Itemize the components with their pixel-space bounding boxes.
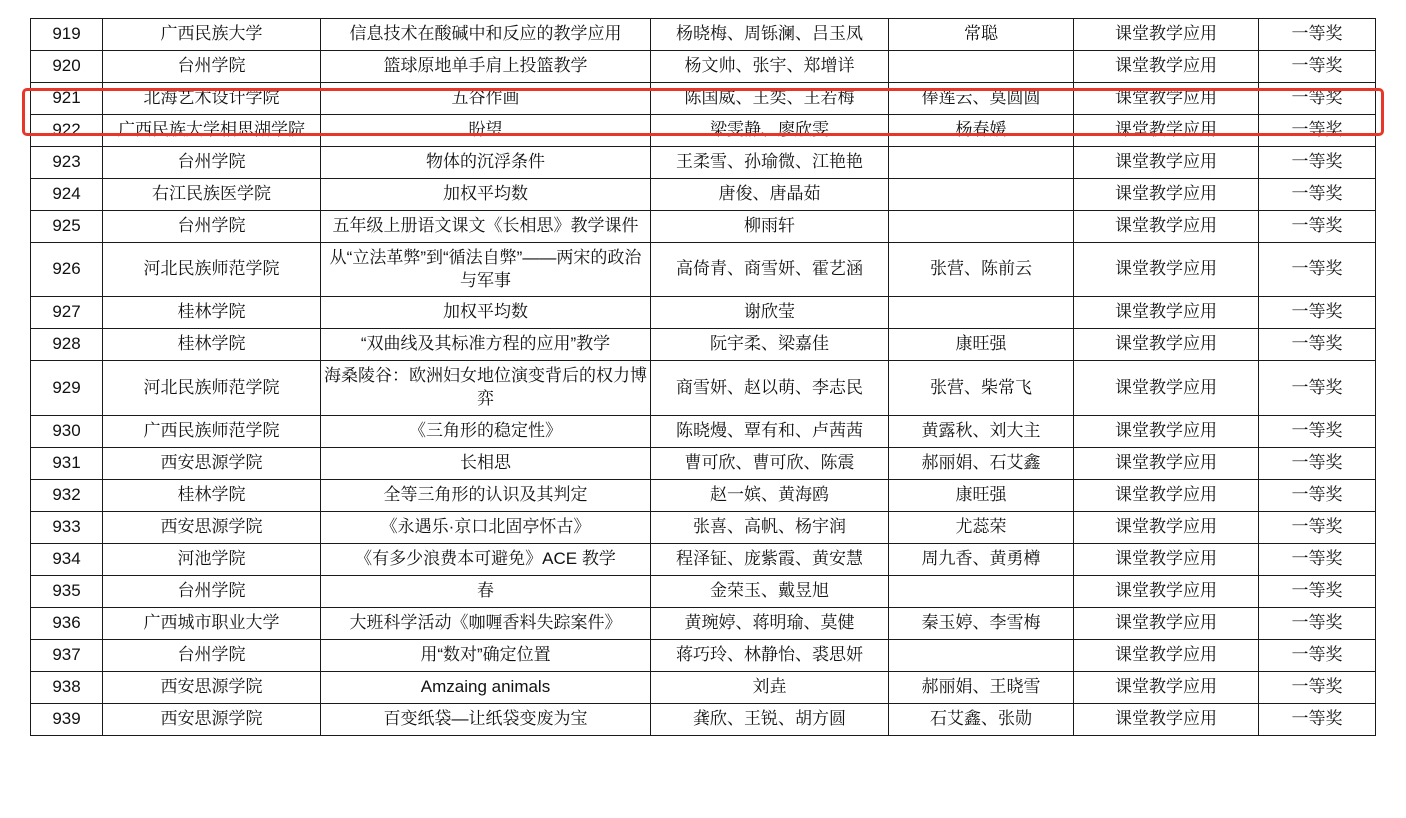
cell-guides: 郝丽娟、王晓雪	[889, 671, 1074, 703]
cell-category: 课堂教学应用	[1074, 703, 1259, 735]
cell-category: 课堂教学应用	[1074, 82, 1259, 114]
cell-authors: 唐俊、唐晶茹	[651, 178, 889, 210]
table-row	[31, 114, 1376, 146]
table-row	[31, 639, 1376, 671]
cell-authors: 梁雯静、廖欣雯	[651, 114, 889, 146]
cell-authors: 王柔雪、孙瑜微、江艳艳	[651, 146, 889, 178]
table-row	[31, 575, 1376, 607]
cell-school: 河北民族师范学院	[103, 361, 321, 416]
cell-school: 广西城市职业大学	[103, 607, 321, 639]
cell-category: 课堂教学应用	[1074, 329, 1259, 361]
table-row	[31, 146, 1376, 178]
cell-award: 一等奖	[1259, 178, 1376, 210]
cell-no: 928	[31, 329, 103, 361]
cell-guides: 杨春媛	[889, 114, 1074, 146]
cell-school: 北海艺术设计学院	[103, 82, 321, 114]
table-row-highlighted	[31, 82, 1376, 114]
cell-award: 一等奖	[1259, 512, 1376, 544]
table-row	[31, 297, 1376, 329]
cell-category: 课堂教学应用	[1074, 210, 1259, 242]
cell-authors: 杨文帅、张宇、郑增详	[651, 50, 889, 82]
cell-title: 海桑陵谷：欧洲妇女地位演变背后的权力博弈	[321, 361, 651, 416]
cell-school: 西安思源学院	[103, 671, 321, 703]
cell-guides: 黄露秋、刘大主	[889, 416, 1074, 448]
cell-guides	[889, 50, 1074, 82]
cell-authors: 阮宇柔、梁嘉佳	[651, 329, 889, 361]
cell-category: 课堂教学应用	[1074, 448, 1259, 480]
cell-title: 春	[321, 575, 651, 607]
cell-title: 篮球原地单手肩上投篮教学	[321, 50, 651, 82]
cell-category: 课堂教学应用	[1074, 480, 1259, 512]
cell-award: 一等奖	[1259, 114, 1376, 146]
table-row	[31, 512, 1376, 544]
cell-no: 935	[31, 575, 103, 607]
cell-category: 课堂教学应用	[1074, 671, 1259, 703]
cell-category: 课堂教学应用	[1074, 242, 1259, 297]
cell-award: 一等奖	[1259, 703, 1376, 735]
cell-title: 五谷作画	[321, 82, 651, 114]
cell-no: 921	[31, 82, 103, 114]
cell-guides	[889, 210, 1074, 242]
cell-no: 938	[31, 671, 103, 703]
cell-school: 台州学院	[103, 210, 321, 242]
cell-no: 936	[31, 607, 103, 639]
cell-authors: 蒋巧玲、林静怡、裘思妍	[651, 639, 889, 671]
cell-school: 西安思源学院	[103, 512, 321, 544]
cell-title: 加权平均数	[321, 297, 651, 329]
cell-award: 一等奖	[1259, 19, 1376, 51]
table-row	[31, 19, 1376, 51]
cell-no: 932	[31, 480, 103, 512]
table-row	[31, 416, 1376, 448]
cell-title: 大班科学活动《咖喱香料失踪案件》	[321, 607, 651, 639]
cell-guides: 秦玉婷、李雪梅	[889, 607, 1074, 639]
cell-category: 课堂教学应用	[1074, 543, 1259, 575]
cell-authors: 赵一嫔、黄海鸥	[651, 480, 889, 512]
cell-no: 931	[31, 448, 103, 480]
cell-authors: 张喜、高帆、杨宇润	[651, 512, 889, 544]
cell-award: 一等奖	[1259, 448, 1376, 480]
cell-guides: 常聪	[889, 19, 1074, 51]
table-row	[31, 242, 1376, 297]
cell-school: 西安思源学院	[103, 703, 321, 735]
cell-school: 桂林学院	[103, 329, 321, 361]
cell-title: 全等三角形的认识及其判定	[321, 480, 651, 512]
cell-no: 933	[31, 512, 103, 544]
cell-guides: 郝丽娟、石艾鑫	[889, 448, 1074, 480]
cell-authors: 高倚青、商雪妍、霍艺涵	[651, 242, 889, 297]
cell-guides: 周九香、黄勇樽	[889, 543, 1074, 575]
cell-category: 课堂教学应用	[1074, 607, 1259, 639]
cell-title: 长相思	[321, 448, 651, 480]
award-table-body	[31, 19, 1376, 736]
cell-authors: 金荣玉、戴昱旭	[651, 575, 889, 607]
cell-award: 一等奖	[1259, 639, 1376, 671]
table-row	[31, 361, 1376, 416]
cell-guides	[889, 639, 1074, 671]
cell-school: 桂林学院	[103, 480, 321, 512]
cell-category: 课堂教学应用	[1074, 146, 1259, 178]
cell-category: 课堂教学应用	[1074, 114, 1259, 146]
cell-award: 一等奖	[1259, 297, 1376, 329]
cell-award: 一等奖	[1259, 416, 1376, 448]
cell-title: 《有多少浪费本可避免》ACE 教学	[321, 543, 651, 575]
cell-title: 《永遇乐·京口北固亭怀古》	[321, 512, 651, 544]
cell-award: 一等奖	[1259, 329, 1376, 361]
cell-guides	[889, 575, 1074, 607]
cell-no: 919	[31, 19, 103, 51]
cell-title: 加权平均数	[321, 178, 651, 210]
cell-authors: 陈国威、王奕、王若梅	[651, 82, 889, 114]
cell-award: 一等奖	[1259, 361, 1376, 416]
cell-guides: 康旺强	[889, 480, 1074, 512]
cell-no: 923	[31, 146, 103, 178]
table-row	[31, 671, 1376, 703]
table-row	[31, 178, 1376, 210]
cell-no: 939	[31, 703, 103, 735]
cell-school: 台州学院	[103, 639, 321, 671]
cell-title: 物体的沉浮条件	[321, 146, 651, 178]
cell-award: 一等奖	[1259, 242, 1376, 297]
cell-guides: 张营、柴常飞	[889, 361, 1074, 416]
cell-title: 百变纸袋—让纸袋变废为宝	[321, 703, 651, 735]
cell-authors: 谢欣莹	[651, 297, 889, 329]
table-row	[31, 448, 1376, 480]
cell-school: 桂林学院	[103, 297, 321, 329]
cell-school: 台州学院	[103, 575, 321, 607]
cell-authors: 商雪妍、赵以萌、李志民	[651, 361, 889, 416]
cell-school: 右江民族医学院	[103, 178, 321, 210]
cell-authors: 杨晓梅、周铄澜、吕玉凤	[651, 19, 889, 51]
cell-award: 一等奖	[1259, 146, 1376, 178]
cell-category: 课堂教学应用	[1074, 639, 1259, 671]
cell-guides: 尤蕊荣	[889, 512, 1074, 544]
cell-authors: 曹可欣、曹可欣、陈震	[651, 448, 889, 480]
cell-award: 一等奖	[1259, 575, 1376, 607]
cell-no: 927	[31, 297, 103, 329]
cell-authors: 黄琬婷、蒋明瑜、莫健	[651, 607, 889, 639]
cell-school: 广西民族师范学院	[103, 416, 321, 448]
cell-title: 信息技术在酸碱中和反应的教学应用	[321, 19, 651, 51]
cell-authors: 程泽钲、庞紫霞、黄安慧	[651, 543, 889, 575]
cell-title: 从“立法革弊”到“循法自弊”——两宋的政治与军事	[321, 242, 651, 297]
cell-title: 五年级上册语文课文《长相思》教学课件	[321, 210, 651, 242]
cell-category: 课堂教学应用	[1074, 19, 1259, 51]
cell-school: 台州学院	[103, 146, 321, 178]
cell-guides: 石艾鑫、张勋	[889, 703, 1074, 735]
cell-authors: 柳雨轩	[651, 210, 889, 242]
cell-category: 课堂教学应用	[1074, 50, 1259, 82]
cell-no: 934	[31, 543, 103, 575]
cell-title: 盼望	[321, 114, 651, 146]
cell-no: 925	[31, 210, 103, 242]
cell-school: 河池学院	[103, 543, 321, 575]
cell-category: 课堂教学应用	[1074, 297, 1259, 329]
cell-title: 《三角形的稳定性》	[321, 416, 651, 448]
table-row	[31, 50, 1376, 82]
cell-guides	[889, 146, 1074, 178]
cell-award: 一等奖	[1259, 480, 1376, 512]
cell-award: 一等奖	[1259, 671, 1376, 703]
cell-no: 930	[31, 416, 103, 448]
cell-no: 926	[31, 242, 103, 297]
cell-award: 一等奖	[1259, 210, 1376, 242]
cell-award: 一等奖	[1259, 607, 1376, 639]
cell-authors: 龚欣、王锐、胡方圆	[651, 703, 889, 735]
cell-no: 922	[31, 114, 103, 146]
cell-category: 课堂教学应用	[1074, 575, 1259, 607]
cell-category: 课堂教学应用	[1074, 416, 1259, 448]
cell-title: 用“数对”确定位置	[321, 639, 651, 671]
cell-guides	[889, 178, 1074, 210]
cell-title: Amzaing animals	[321, 671, 651, 703]
cell-category: 课堂教学应用	[1074, 512, 1259, 544]
cell-category: 课堂教学应用	[1074, 178, 1259, 210]
cell-school: 西安思源学院	[103, 448, 321, 480]
cell-guides: 康旺强	[889, 329, 1074, 361]
table-row	[31, 607, 1376, 639]
cell-category: 课堂教学应用	[1074, 361, 1259, 416]
cell-no: 920	[31, 50, 103, 82]
award-table-container	[30, 18, 1375, 736]
cell-school: 广西民族大学	[103, 19, 321, 51]
cell-school: 广西民族大学相思湖学院	[103, 114, 321, 146]
cell-guides	[889, 297, 1074, 329]
table-row	[31, 210, 1376, 242]
cell-no: 929	[31, 361, 103, 416]
cell-school: 河北民族师范学院	[103, 242, 321, 297]
table-row	[31, 703, 1376, 735]
table-row	[31, 329, 1376, 361]
cell-guides: 俸莲云、莫圆圆	[889, 82, 1074, 114]
cell-authors: 刘垚	[651, 671, 889, 703]
cell-award: 一等奖	[1259, 82, 1376, 114]
cell-guides: 张营、陈前云	[889, 242, 1074, 297]
award-table	[30, 18, 1376, 736]
table-row	[31, 543, 1376, 575]
cell-no: 937	[31, 639, 103, 671]
cell-authors: 陈晓熳、覃有和、卢茜茜	[651, 416, 889, 448]
table-row	[31, 480, 1376, 512]
cell-title: “双曲线及其标准方程的应用”教学	[321, 329, 651, 361]
cell-no: 924	[31, 178, 103, 210]
cell-school: 台州学院	[103, 50, 321, 82]
cell-award: 一等奖	[1259, 50, 1376, 82]
cell-award: 一等奖	[1259, 543, 1376, 575]
